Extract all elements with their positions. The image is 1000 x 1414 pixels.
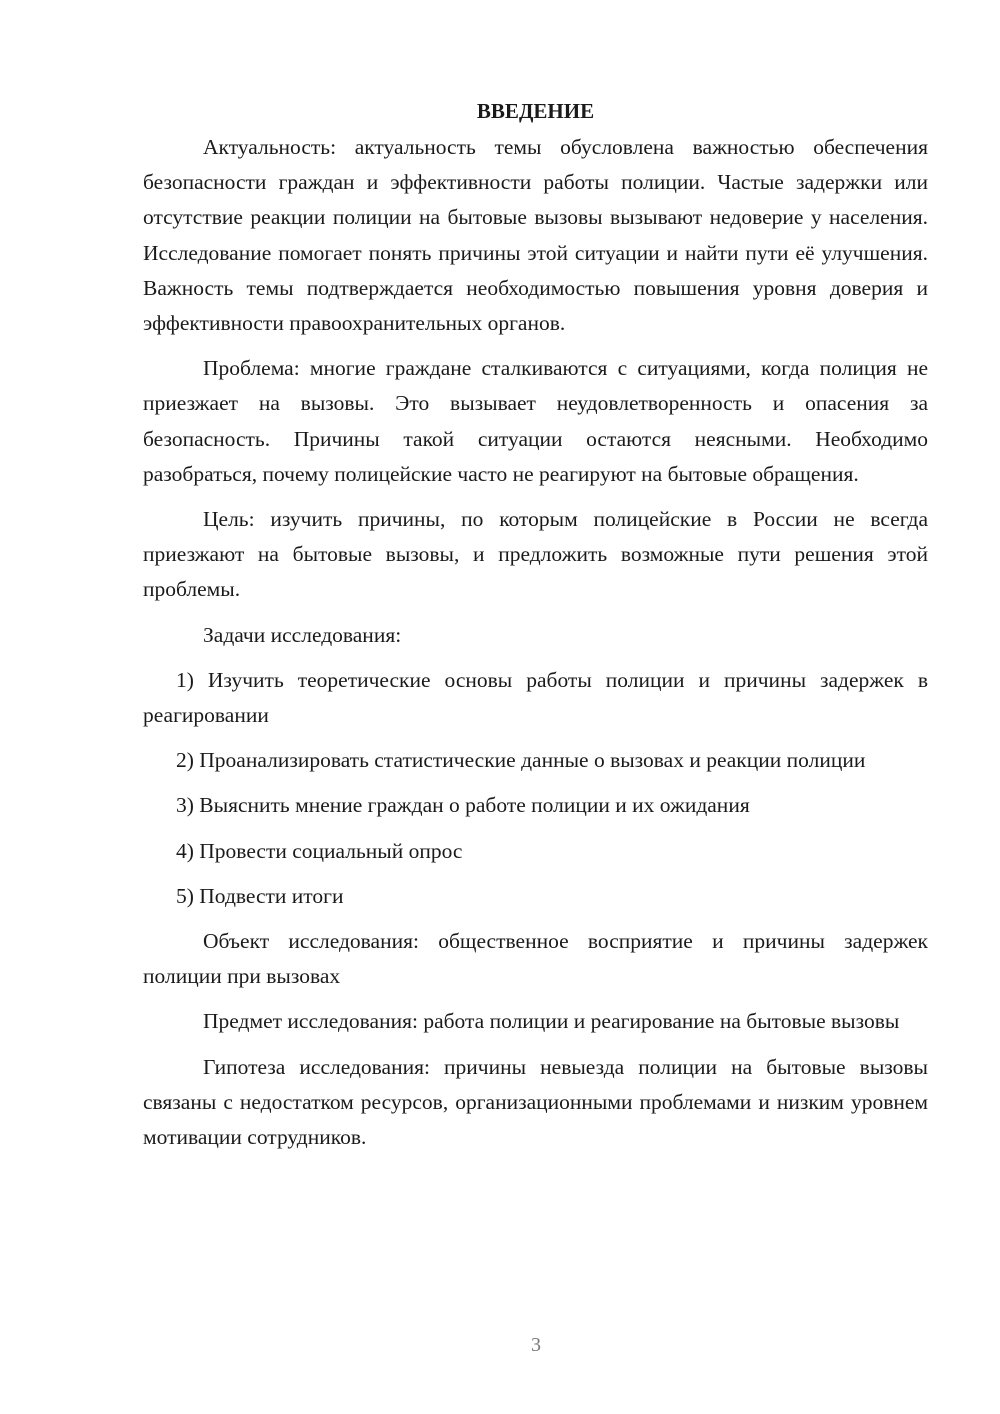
task-item-4: 4) Провести социальный опрос: [176, 838, 463, 863]
goal-paragraph: Цель: изучить причины, по которым полицейские в России не всегда приезжают на бытовые вызовы, и предложить возможные пути решения этой проблемы.: [143, 507, 928, 602]
section-title: ВВЕДЕНИЕ: [476, 99, 595, 123]
hypothesis-paragraph: Гипотеза исследования: причины невыезда полиции на бытовые вызовы связаны с недостатком ресурсов, организационными проблемами и низким уровнем мотивации сотрудников.: [143, 1054, 928, 1150]
document-page: [143, 96, 928, 1165]
task-item-5: 5) Подвести итоги: [176, 883, 344, 908]
task-item-2: 2) Проанализировать статистические данные о вызовах и реакции полиции: [176, 748, 866, 773]
task-item-3: 3) Выяснить мнение граждан о работе полиции и их ожидания: [176, 793, 750, 818]
tasks-heading: Задачи исследования:: [203, 622, 402, 647]
relevance-paragraph: Актуальность: актуальность темы обусловлена важностью обеспечения безопасности граждан и эффективности работы полиции. Частые задержки или отсутствие реакции полиции на бытовые вызовы вызывают недоверие у населения. Исследование помогает понять причины этой ситуации и найти пути её улучшения. Важность темы подтверждается необходимостью повышения уровня доверия и эффективности правоохранительных органов.: [143, 135, 928, 336]
problem-paragraph: Проблема: многие граждане сталкиваются с ситуациями, когда полиция не приезжает на вызовы. Это вызывает неудовлетворенность и опасения за безопасность. Причины такой ситуации остаются неясными. Необходимо разобраться, почему полицейские часто не реагируют на бытовые обращения.: [143, 356, 928, 486]
object-paragraph: Объект исследования: общественное восприятие и причины задержек полиции при вызовах: [143, 929, 928, 989]
subject-paragraph: Предмет исследования: работа полиции и реагирование на бытовые вызовы: [203, 1009, 900, 1034]
page-number: 3: [531, 1334, 541, 1356]
task-item-1: 1) Изучить теоретические основы работы полиции и причины задержек в реагировании: [143, 667, 928, 728]
